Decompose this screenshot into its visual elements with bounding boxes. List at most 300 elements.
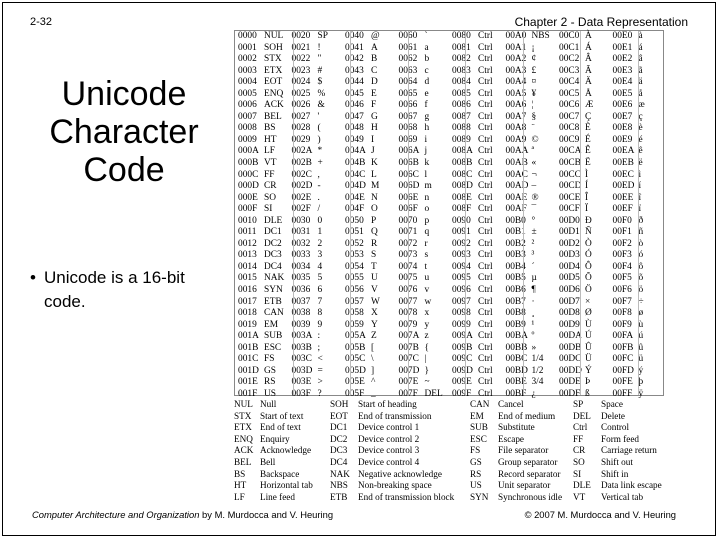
bullet-marker: • [30, 268, 36, 287]
char-cell: ÷ [638, 296, 644, 307]
char-cell: ° [531, 215, 536, 226]
char-cell: W [370, 296, 380, 307]
code-cell: 009A [452, 331, 473, 342]
code-cell: 00F0 [612, 215, 632, 226]
code-cell: 00F5 [612, 273, 632, 284]
char-cell: Ctrl [477, 54, 493, 65]
code-cell: 005E [345, 377, 365, 388]
char-cell: Ctrl [477, 261, 493, 272]
char-cell: ³ [531, 250, 535, 261]
char-cell: \ [370, 354, 374, 365]
code-cell: 003E [291, 377, 312, 388]
char-cell: ä [638, 77, 643, 88]
legend-desc: Substitute [498, 422, 535, 433]
char-cell: ¤ [531, 77, 537, 88]
code-cell: 00E4 [612, 77, 633, 88]
code-cell: 0085 [452, 88, 471, 99]
code-cell: 00B0 [505, 215, 526, 226]
code-cell: 00EE [612, 192, 634, 203]
code-cell: 00E2 [612, 54, 633, 65]
code-cell: 0091 [452, 227, 471, 238]
char-cell: ( [317, 123, 321, 134]
char-cell: * [317, 146, 323, 157]
code-cell: 0084 [452, 77, 471, 88]
char-cell: SOH [263, 42, 283, 53]
code-cell: 00CA [559, 146, 582, 157]
code-cell: 00A2 [505, 54, 527, 65]
code-cell: 0016 [238, 285, 257, 296]
code-column [235, 31, 263, 399]
char-cell: Ctrl [477, 215, 493, 226]
code-cell: 00F4 [612, 261, 632, 272]
legend-abbr: BS [234, 468, 246, 479]
char-cell: ® [531, 192, 539, 203]
char-cell: Ctrl [477, 192, 493, 203]
code-cell: 000B [238, 158, 259, 169]
char-cell: s [424, 250, 429, 261]
code-cell: 005D [345, 365, 366, 376]
code-cell: 00DD [559, 365, 582, 376]
code-cell: 005A [345, 331, 366, 342]
code-cell: 00D8 [559, 308, 580, 319]
code-cell: 007D [398, 365, 420, 376]
code-cell: 00A1 [505, 42, 527, 53]
code-cell: 0069 [398, 134, 418, 145]
code-cell: 002E [291, 192, 312, 203]
char-cell: ± [531, 227, 537, 238]
char-column [370, 31, 396, 399]
code-cell: 00A0 [505, 31, 527, 41]
char-cell: BS [263, 123, 276, 134]
code-cell: 00F3 [612, 250, 632, 261]
char-cell: ACK [263, 100, 284, 111]
char-column [263, 31, 289, 399]
char-cell: Ctrl [477, 250, 493, 261]
legend-abbr: FF [573, 433, 584, 444]
code-cell: 006B [398, 158, 419, 169]
char-cell: FF [263, 169, 275, 180]
char-cell: G [370, 111, 378, 122]
char-cell: v [424, 285, 430, 296]
code-cell: 004C [345, 169, 366, 180]
char-cell: 1/2 [531, 365, 544, 376]
char-cell: 3 [317, 250, 323, 261]
char-cell: é [638, 134, 643, 145]
char-cell: » [531, 342, 537, 353]
code-cell: 00D5 [559, 273, 580, 284]
code-cell: 0095 [452, 273, 471, 284]
char-cell: a [424, 42, 429, 53]
column-divider [638, 31, 639, 395]
char-cell: SI [263, 204, 273, 215]
char-cell: Ë [584, 158, 591, 169]
code-cell: 00B7 [505, 296, 526, 307]
char-cell: y [424, 319, 430, 330]
code-cell: 00D6 [559, 285, 580, 296]
char-cell: ï [638, 204, 642, 215]
char-cell: ¨ [531, 123, 535, 134]
code-cell: 007C [398, 354, 419, 365]
legend-desc: Backspace [260, 468, 300, 479]
char-cell: ã [638, 65, 643, 76]
code-cell: 001E [238, 377, 258, 388]
code-cell: 004F [345, 204, 365, 215]
char-cell: { [424, 342, 429, 353]
char-cell: Ì [584, 169, 589, 180]
code-cell: 0064 [398, 77, 418, 88]
legend-desc: Start of heading [358, 399, 417, 409]
code-cell: 005C [345, 354, 366, 365]
char-cell: / [317, 204, 321, 215]
legend-abbr-column [234, 399, 260, 503]
char-cell: Ü [584, 354, 592, 365]
code-cell: 00F7 [612, 296, 632, 307]
char-cell: ` [424, 31, 428, 41]
code-cell: 007E [398, 377, 419, 388]
char-cell: ´ [531, 261, 535, 272]
char-cell: ê [638, 146, 643, 157]
code-cell: 009C [452, 354, 473, 365]
code-cell: 0001 [238, 42, 257, 53]
code-cell: 0029 [291, 134, 311, 145]
code-cell: 0081 [452, 42, 471, 53]
code-cell: 002B [291, 158, 312, 169]
char-cell: Þ [584, 377, 591, 388]
char-cell: K [370, 158, 378, 169]
code-cell: 00F8 [612, 308, 632, 319]
char-column [423, 31, 449, 399]
code-cell: 000C [238, 169, 259, 180]
char-cell: 1/4 [531, 354, 544, 365]
code-cell: 008D [452, 181, 473, 192]
code-cell: 00A6 [505, 100, 527, 111]
char-cell: ¯ [531, 204, 537, 215]
char-cell: DC2 [263, 238, 282, 249]
char-cell: Ctrl [477, 285, 493, 296]
code-cell: 00A5 [505, 88, 527, 99]
char-cell: Ctrl [477, 146, 493, 157]
code-cell: 0087 [452, 111, 471, 122]
code-cell: 00CF [559, 204, 580, 215]
code-cell: 0018 [238, 308, 257, 319]
char-cell: ¹ [531, 319, 535, 330]
char-cell: ETB [263, 296, 282, 307]
column-divider [580, 31, 581, 395]
code-cell: 006C [398, 169, 419, 180]
code-cell: 008F [452, 204, 472, 215]
char-cell: ] [370, 365, 375, 376]
char-cell: ð [638, 215, 644, 226]
char-cell: ë [638, 158, 643, 169]
char-column [584, 31, 610, 399]
char-cell: Î [584, 192, 589, 203]
legend-desc: Non-breaking space [358, 480, 432, 491]
char-cell: _ [370, 388, 376, 399]
code-cell: 001D [238, 365, 259, 376]
code-cell: 0034 [291, 261, 311, 272]
char-cell: 6 [317, 285, 323, 296]
code-column [449, 31, 477, 399]
code-cell: 000A [238, 146, 259, 157]
char-cell: SO [263, 192, 276, 203]
char-cell: û [638, 342, 644, 353]
code-cell: 0086 [452, 100, 471, 111]
code-cell: 0035 [291, 273, 311, 284]
code-cell: 001B [238, 342, 259, 353]
code-cell: 0011 [238, 227, 257, 238]
code-cell: 0071 [398, 227, 418, 238]
code-cell: 0009 [238, 134, 257, 145]
code-cell: 0099 [452, 319, 471, 330]
char-cell: Ï [584, 204, 589, 215]
legend-abbr-column [330, 399, 358, 503]
code-cell: 00D7 [559, 296, 580, 307]
char-cell: Ctrl [477, 319, 493, 330]
legend-desc: End of transmission block [358, 491, 455, 502]
char-cell: Ctrl [477, 31, 493, 41]
char-cell: Ctrl [477, 377, 493, 388]
code-cell: 000F [238, 204, 258, 215]
legend-abbr: SYN [470, 491, 489, 502]
char-cell: õ [638, 273, 644, 284]
code-cell: 002F [291, 204, 311, 215]
legend-desc-column [498, 399, 573, 503]
code-cell: 0097 [452, 296, 471, 307]
legend-abbr: DC2 [330, 433, 348, 444]
char-cell: Õ [584, 273, 592, 284]
char-cell: ¥ [531, 88, 537, 99]
code-cell: 007F [398, 388, 418, 399]
char-cell: ò [638, 238, 644, 249]
char-cell: © [531, 134, 539, 145]
legend-desc: End of transmission [358, 410, 432, 421]
char-cell: á [638, 42, 643, 53]
char-cell: I [370, 134, 375, 145]
legend-abbr: CR [573, 445, 586, 456]
title-line: Unicode [61, 75, 187, 113]
char-cell: 1 [317, 227, 323, 238]
code-cell: 00AA [505, 146, 529, 157]
char-cell: – [531, 181, 537, 192]
code-cell: 0083 [452, 65, 471, 76]
legend-abbr: DC3 [330, 445, 348, 456]
code-cell: 0053 [345, 250, 364, 261]
code-cell: 00EB [612, 158, 634, 169]
char-cell: > [317, 377, 323, 388]
char-cell: $ [317, 77, 323, 88]
char-cell: % [317, 88, 326, 99]
title-line: Code [83, 151, 165, 189]
char-cell: ; [317, 342, 321, 353]
char-cell: ç [638, 111, 643, 122]
char-column [477, 31, 503, 399]
code-cell: 0005 [238, 88, 257, 99]
char-cell: J [370, 146, 375, 157]
code-cell: 002A [291, 146, 313, 157]
legend-abbr: SUB [470, 422, 488, 433]
code-cell: 00BA [505, 331, 528, 342]
slide-title [28, 75, 220, 189]
legend-desc: Bell [260, 456, 276, 467]
code-cell: 0068 [398, 123, 418, 134]
char-cell: Ctrl [477, 354, 493, 365]
code-cell: 0012 [238, 238, 257, 249]
code-cell: 00BB [505, 342, 528, 353]
code-cell: 00B1 [505, 227, 526, 238]
column-divider [293, 31, 294, 395]
code-cell: 002D [291, 181, 313, 192]
code-cell: 00B3 [505, 250, 526, 261]
legend-desc: Cancel [498, 399, 524, 409]
code-cell: 002C [291, 169, 312, 180]
char-cell: Ctrl [477, 134, 493, 145]
code-cell: 0063 [398, 65, 418, 76]
code-cell: 0041 [345, 42, 364, 53]
code-cell: 0015 [238, 273, 257, 284]
char-cell: t [424, 261, 428, 272]
code-cell: 003F [291, 388, 311, 399]
legend-desc: Form feed [601, 433, 640, 444]
code-cell: 0019 [238, 319, 257, 330]
code-cell: 009F [452, 388, 472, 399]
code-cell: 0061 [398, 42, 418, 53]
code-cell: 0075 [398, 273, 418, 284]
char-cell: ESC [263, 342, 282, 353]
code-cell: 0025 [291, 88, 311, 99]
code-cell: 00AD [505, 181, 529, 192]
book-title: Computer Architecture and Organization [32, 509, 200, 520]
char-cell: NBS [531, 31, 550, 41]
code-cell: 00BF [505, 388, 527, 399]
code-cell: 003A [291, 331, 313, 342]
char-cell: HT [263, 134, 277, 145]
code-cell: 0054 [345, 261, 364, 272]
code-cell: 0067 [398, 111, 418, 122]
code-cell: 005B [345, 342, 366, 353]
legend-desc: Device control 2 [358, 433, 420, 444]
code-cell: 00F6 [612, 285, 632, 296]
char-cell: } [424, 365, 429, 376]
code-cell: 0073 [398, 250, 418, 261]
legend-desc: Synchronous idle [498, 491, 563, 502]
code-cell: 0021 [291, 42, 311, 53]
char-column [316, 31, 342, 399]
char-cell: T [370, 261, 377, 272]
code-cell: 00F2 [612, 238, 632, 249]
char-cell: S [370, 250, 377, 261]
code-cell: 0039 [291, 319, 311, 330]
code-cell: 00C4 [559, 77, 580, 88]
code-cell: 0026 [291, 100, 311, 111]
char-cell: D [370, 77, 378, 88]
code-cell: 00BD [505, 365, 528, 376]
code-cell: 0066 [398, 100, 418, 111]
code-cell: 00AB [505, 158, 528, 169]
code-cell: 0004 [238, 77, 257, 88]
code-cell: 00C5 [559, 88, 580, 99]
legend-abbr-column [470, 399, 498, 503]
code-cell: 0056 [345, 285, 364, 296]
char-cell: ~ [424, 377, 430, 388]
code-cell: 00DF [559, 388, 581, 399]
code-cell: 00DB [559, 342, 582, 353]
char-cell: Ctrl [477, 204, 493, 215]
code-cell: 0017 [238, 296, 257, 307]
char-cell: æ [638, 100, 645, 111]
char-cell: + [317, 158, 323, 169]
legend-abbr: DLE [573, 480, 591, 491]
code-cell: 00C1 [559, 42, 580, 53]
char-cell: ¬ [531, 169, 537, 180]
code-cell: 004A [345, 146, 366, 157]
char-cell: ENQ [263, 88, 284, 99]
legend-abbr: US [470, 480, 482, 491]
code-cell: 00A4 [505, 77, 527, 88]
code-cell: 0062 [398, 54, 418, 65]
code-cell: 0045 [345, 88, 364, 99]
char-cell: = [317, 365, 323, 376]
char-cell: ¸ [531, 308, 535, 319]
char-cell: EOT [263, 77, 283, 88]
legend-abbr: ACK [234, 445, 254, 456]
title-line: Character [49, 113, 199, 151]
char-cell: Ctrl [477, 342, 493, 353]
char-cell: Ctrl [477, 42, 493, 53]
char-cell: ¿ [531, 388, 536, 399]
char-cell: Ê [584, 146, 591, 157]
legend-desc: Acknowledge [260, 445, 312, 456]
code-cell: 008A [452, 146, 473, 157]
legend-desc-column [601, 399, 671, 503]
legend-abbr: GS [470, 456, 482, 467]
code-cell: 0028 [291, 123, 311, 134]
code-cell: 00AE [505, 192, 528, 203]
char-cell: × [584, 296, 591, 307]
code-cell: 00C6 [559, 100, 580, 111]
legend-desc: Data link escape [601, 480, 662, 491]
code-cell: 0065 [398, 88, 418, 99]
code-cell: 000E [238, 192, 258, 203]
legend-desc: Space [601, 399, 623, 409]
code-cell: 008E [452, 192, 472, 203]
char-cell: ª [531, 146, 535, 157]
char-cell: [ [370, 342, 375, 353]
char-cell: È [584, 123, 591, 134]
char-cell: g [424, 111, 430, 122]
code-cell: 0049 [345, 134, 364, 145]
char-cell: Ø [584, 308, 592, 319]
char-cell: M [370, 181, 380, 192]
code-cell: 00C3 [559, 65, 580, 76]
char-cell: Ctrl [477, 88, 493, 99]
char-cell: ^ [370, 377, 376, 388]
char-cell: ¶ [531, 285, 536, 296]
code-cell: 00CB [559, 158, 581, 169]
char-cell: Y [370, 319, 378, 330]
char-cell: r [424, 238, 428, 249]
code-cell: 00F1 [612, 227, 632, 238]
char-cell: ² [531, 238, 535, 249]
code-cell: 0074 [398, 261, 418, 272]
legend-abbr: RS [470, 468, 482, 479]
legend-desc: Line feed [260, 491, 295, 502]
code-cell: 0040 [345, 31, 364, 41]
code-cell: 00CD [559, 181, 582, 192]
code-cell: 00FF [612, 388, 633, 399]
char-cell: @ [370, 31, 380, 41]
char-cell: x [424, 308, 430, 319]
code-cell: 00CE [559, 192, 581, 203]
